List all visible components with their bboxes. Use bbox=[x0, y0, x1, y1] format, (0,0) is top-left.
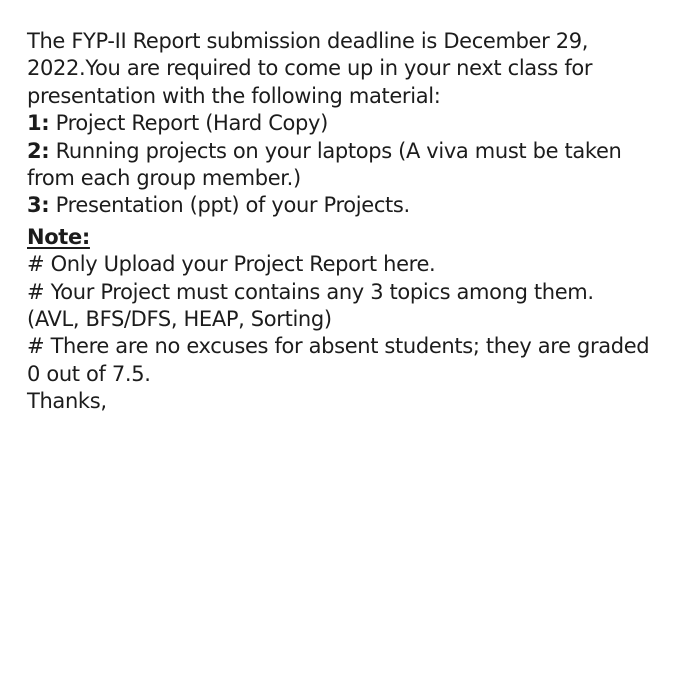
material-number: 1: bbox=[27, 111, 50, 136]
material-number: 2: bbox=[27, 138, 50, 163]
intro-line-2: 2022.You are required to come up in your next class for bbox=[27, 56, 593, 81]
closing-text: Thanks, bbox=[27, 389, 107, 414]
intro-line-1: The FYP-II Report submission deadline is December 29, bbox=[27, 29, 589, 53]
note-heading: Note: bbox=[27, 224, 90, 249]
material-number: 3: bbox=[27, 193, 50, 218]
material-item-2-continued: from each group member.) bbox=[27, 166, 301, 191]
note-item-2: # Your Project must contains any 3 topics among them. bbox=[27, 279, 594, 304]
material-text: Running projects on your laptops (A viva must be taken bbox=[49, 138, 622, 163]
note-item-2-continued: (AVL, BFS/DFS, HEAP, Sorting) bbox=[27, 307, 332, 332]
note-item-3-continued: 0 out of 7.5. bbox=[27, 361, 151, 386]
note-item-3: # There are no excuses for absent students; they are graded bbox=[27, 334, 650, 359]
material-text: Presentation (ppt) of your Projects. bbox=[49, 193, 410, 218]
note-item-1: # Only Upload your Project Report here. bbox=[27, 252, 436, 277]
material-item-2 bbox=[27, 138, 687, 165]
material-item-3 bbox=[27, 192, 687, 219]
material-item-1 bbox=[27, 110, 687, 137]
announcement-text bbox=[27, 28, 687, 416]
intro-line-3: presentation with the following material: bbox=[27, 83, 441, 108]
material-text: Project Report (Hard Copy) bbox=[49, 111, 328, 136]
